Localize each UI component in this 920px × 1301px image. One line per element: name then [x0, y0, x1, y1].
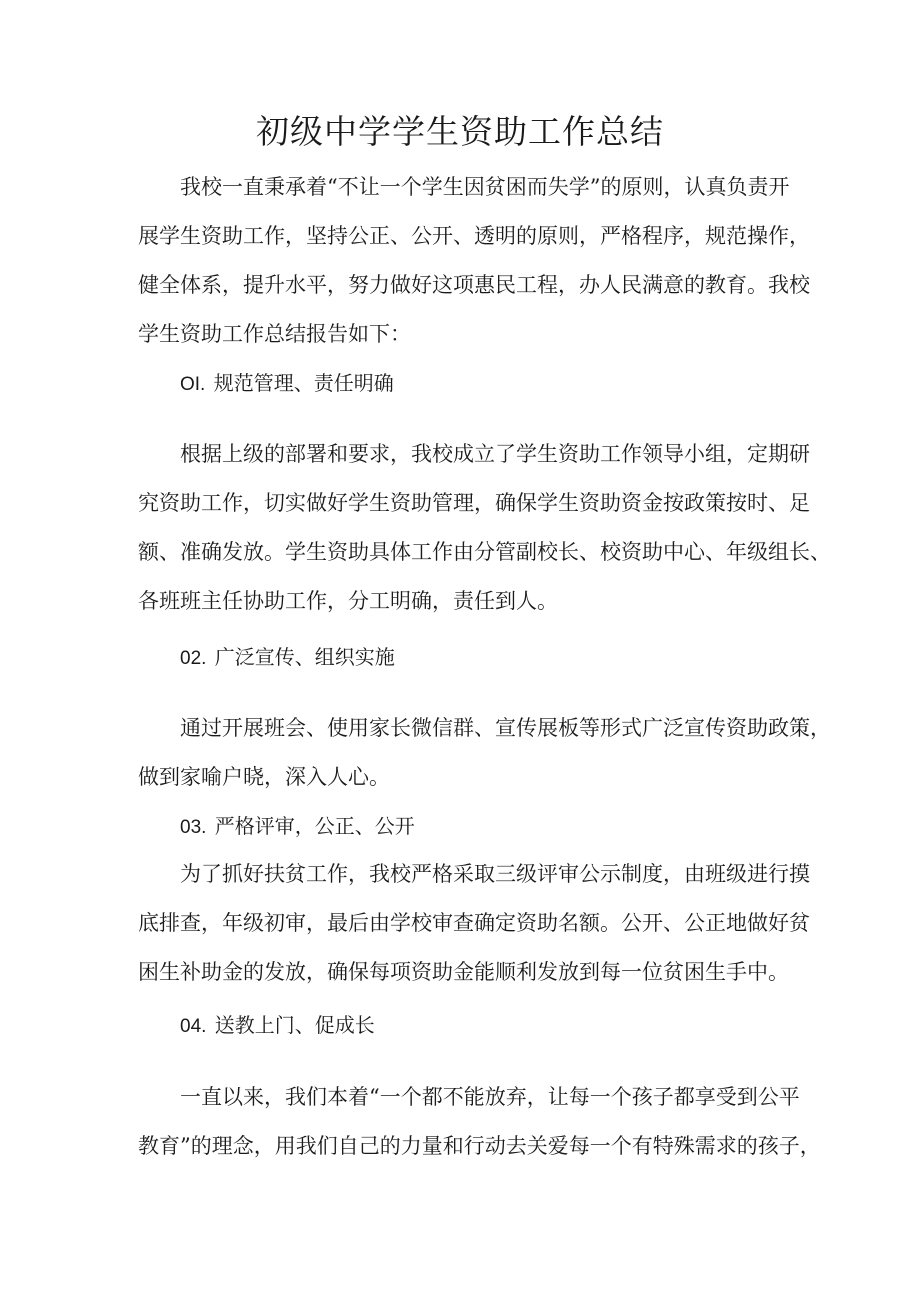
document-title: 初级中学学生资助工作总结 [256, 112, 664, 151]
section-3-line-1: 为了抓好扶贫工作，我校严格采取三级评审公示制度，由班级进行摸 [180, 862, 810, 886]
section-2-title: 广泛宣传、组织实施 [214, 645, 395, 669]
section-2-line-1: 通过开展班会、使用家长微信群、宣传展板等形式广泛宣传资助政策， [180, 716, 831, 740]
section-2-paragraph [138, 704, 831, 802]
section-3-title: 严格评审，公正、公开 [214, 814, 415, 838]
section-1-number: OI. [180, 374, 206, 395]
section-1-title: 规范管理、责任明确 [213, 371, 394, 395]
section-1-line-4: 各班班主任协助工作，分工明确，责任到人。 [138, 589, 558, 613]
intro-paragraph [138, 163, 810, 359]
section-4-title: 送教上门、促成长 [214, 1013, 375, 1037]
section-4-paragraph [138, 1073, 821, 1171]
section-3-line-2: 底排查，年级初审，最后由学校审查确定资助名额。公开、公正地做好贫 [138, 911, 810, 935]
section-3-heading [180, 811, 415, 843]
intro-line-3: 健全体系，提升水平，努力做好这项惠民工程，办人民满意的教育。我校 [138, 273, 810, 297]
section-1-line-1: 根据上级的部署和要求，我校成立了学生资助工作领导小组，定期研 [180, 442, 810, 466]
section-3-paragraph [138, 850, 810, 997]
section-1-line-3: 额、准确发放。学生资助具体工作由分管副校长、校资助中心、年级组长、 [138, 540, 831, 564]
section-4-number: 04. [180, 1016, 207, 1037]
intro-line-1: 我校一直秉承着“不让一个学生因贫困而失学”的原则，认真负责开 [180, 175, 790, 199]
section-1-heading [180, 368, 394, 400]
intro-line-2: 展学生资助工作，坚持公正、公开、透明的原则，严格程序，规范操作， [138, 224, 810, 248]
section-2-heading [180, 642, 395, 674]
section-1-line-2: 究资助工作，切实做好学生资助管理，确保学生资助资金按政策按时、足 [138, 491, 810, 515]
section-4-heading [180, 1010, 375, 1042]
section-3-number: 03. [180, 817, 207, 838]
intro-line-4: 学生资助工作总结报告如下： [138, 322, 411, 346]
section-4-line-1: 一直以来，我们本着“一个都不能放弃，让每一个孩子都享受到公平 [180, 1085, 800, 1109]
section-3-line-3: 困生补助金的发放，确保每项资助金能顺利发放到每一位贫困生手中。 [138, 960, 789, 984]
section-4-line-2: 教育”的理念，用我们自己的力量和行动去关爱每一个有特殊需求的孩子， [138, 1134, 821, 1158]
section-2-number: 02. [180, 648, 207, 669]
section-2-line-2: 做到家喻户晓，深入人心。 [138, 765, 390, 789]
section-1-paragraph [138, 430, 831, 626]
